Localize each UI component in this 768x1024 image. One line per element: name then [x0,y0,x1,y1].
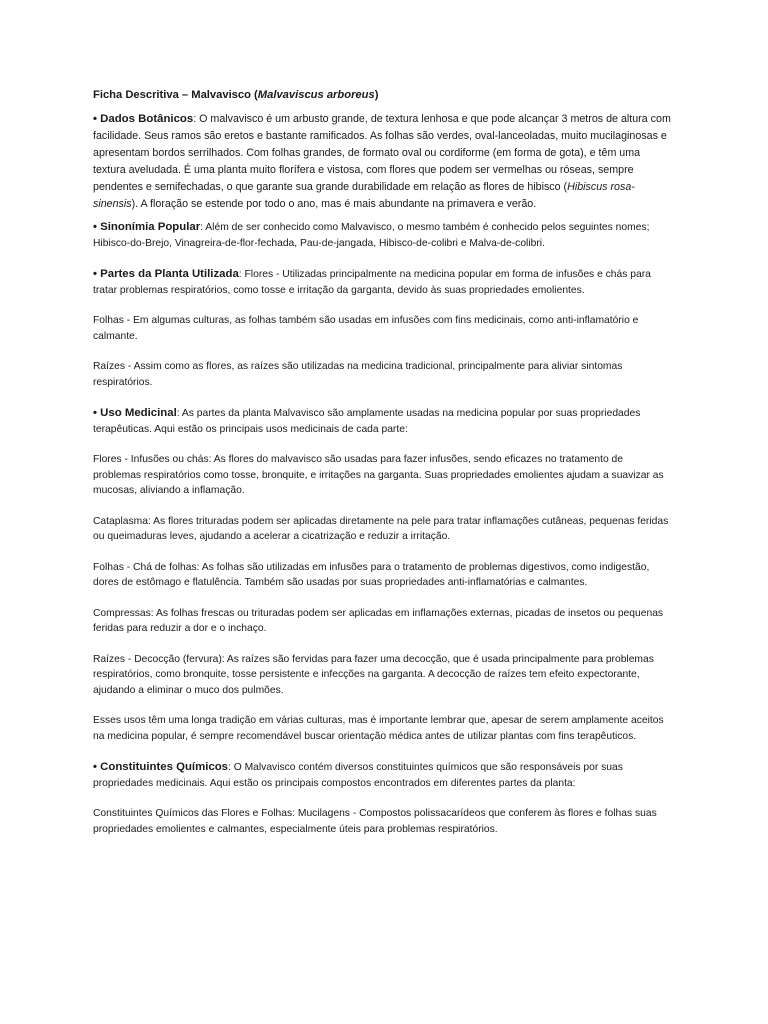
document-page [93,88,673,837]
paragraph-uso-compressas: Compressas: As folhas frescas ou trituradas podem ser aplicadas em inflamações externas, picadas de insetos ou pequenas feridas para reduzir a dor e o inchaço. [93,607,664,634]
section-sinonimia-popular: • Sinonímia Popular: Além de ser conhecido como Malvavisco, o mesmo também é conhecido pelos seguintes nomes; Hibisco-do-Brejo, Vinagreira-de-flor-fechada, Pau-de-jangada, Hibisco-de-colibri e Malva-de-colibri. [93,221,650,249]
section-partes-planta: • Partes da Planta Utilizada: Flores - Utilizadas principalmente na medicina popular em forma de infusões e chás para tratar problemas respiratórios, como tosse e irritação da garganta, devido às suas propriedades emolientes. [93,268,651,296]
section-dados-botanicos: • Dados Botânicos: O malvavisco é um arbusto grande, de textura lenhosa e que pode alcançar 3 metros de altura com facilidade. Seus ramos são eretos e bastante ramificados. As folhas são verdes, oval-lanceoladas, muito mucilaginosas e apresentam bordos serrilhados. Com folhas grandes, de formato oval ou cordiforme (em forma de gota), e têm uma textura aveludada. É uma planta muito florífera e vistosa, com flores que podem ser vermelhas ou róseas, sempre pendentes e semifechadas, o que garante sua grande durabilidade em relação as flores de hibisco (Hibiscus rosa-sinensis). A floração se estende por todo o ano, mas é mais abundante na primavera e verão. [93,113,671,210]
paragraph-uso-aviso: Esses usos têm uma longa tradição em várias culturas, mas é importante lembrar que, apesar de serem amplamente aceitos na medicina popular, é sempre recomendável buscar orientação médica antes de utilizar plantas com fins terapêuticos. [93,715,664,742]
heading-uso-medicinal: • Uso Medicinal [93,407,177,419]
section-uso-medicinal: • Uso Medicinal: As partes da planta Malvavisco são amplamente usadas na medicina popular por suas propriedades terapêuticas. Aqui estão os principais usos medicinais de cada parte: [93,407,641,435]
heading-constituintes-quimicos: • Constituintes Químicos [93,761,228,773]
heading-dados-botanicos: • Dados Botânicos [93,113,194,125]
paragraph-uso-flores: Flores - Infusões ou chás: As flores do malvavisco são usadas para fazer infusões, sendo eficazes no tratamento de problemas respiratórios como tosse, bronquite, e irritações na garganta. Suas propriedades emolientes ajudam a suavizar as mucosas, aliviando a inflamação. [93,454,664,496]
heading-partes-planta: • Partes da Planta Utilizada [93,268,239,280]
scientific-name: Malvaviscus arboreus [257,89,375,101]
document-title: Ficha Descritiva – Malvavisco (Malvaviscus arboreus) [93,89,379,101]
paragraph-partes-folhas: Folhas - Em algumas culturas, as folhas também são usadas em infusões com fins medicinais, como anti-inflamatório e calmante. [93,315,639,342]
heading-sinonimia-popular: • Sinonímia Popular [93,221,201,233]
paragraph-uso-raizes: Raízes - Decocção (fervura): As raízes são fervidas para fazer uma decocção, que é usada principalmente para problemas respiratórios, como bronquite, tosse persistente e infecções na garganta. A decocção de raízes tem efeito expectorante, ajudando a eliminar o muco dos pulmões. [93,653,654,696]
paragraph-uso-folhas-cha: Folhas - Chá de folhas: As folhas são utilizadas em infusões para o tratamento de problemas digestivos, como indigestão, dores de estômago e flatulência. Também são usadas por suas propriedades anti-inflamatórias e calmantes. [93,561,650,588]
paragraph-uso-cataplasma: Cataplasma: As flores trituradas podem ser aplicadas diretamente na pele para tratar inflamações cutâneas, pequenas feridas ou queimaduras leves, ajudando a acelerar a cicatrização e reduzir a irritação. [93,515,669,542]
paragraph-partes-raizes: Raízes - Assim como as flores, as raízes são utilizadas na medicina tradicional, principalmente para aliviar sintomas respiratórios. [93,361,623,388]
section-constituintes-quimicos: • Constituintes Químicos: O Malvavisco contém diversos constituintes químicos que são responsáveis por suas propriedades medicinais. Aqui estão os principais compostos encontrados em diferentes partes da planta: [93,761,623,789]
paragraph-constituintes-mucilagens: Constituintes Químicos das Flores e Folhas: Mucilagens - Compostos polissacarídeos que conferem às flores e folhas suas propriedades emolientes e calmantes, especialmente úteis para problemas respiratórios. [93,808,657,835]
